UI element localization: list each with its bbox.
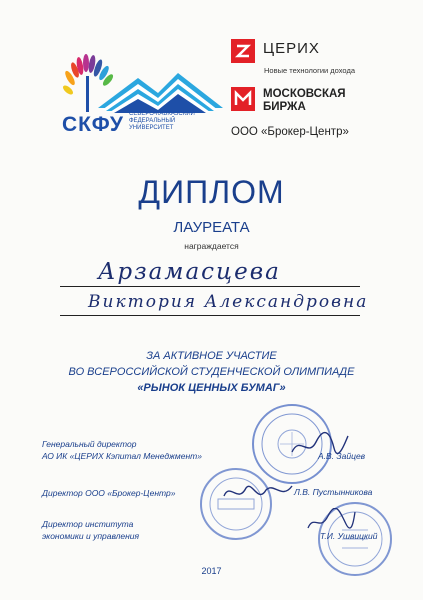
recipient-given-names: Виктория Александровна xyxy=(88,292,369,312)
signatory-3-title-line2: экономики и управления xyxy=(42,531,140,541)
moex-line2: БИРЖА xyxy=(263,101,306,113)
diploma-title: ДИПЛОМ xyxy=(138,174,285,210)
signatory-1-title-line2: АО ИК «ЦЕРИХ Кэпитал Менеджмент» xyxy=(42,451,202,461)
diploma-year: 2017 xyxy=(201,566,222,576)
name-line-2 xyxy=(60,315,360,316)
signatory-1-title-line1: Генеральный директор xyxy=(42,439,137,449)
cerih-tagline: Новые технологии дохода xyxy=(264,66,355,75)
diploma-subtitle: ЛАУРЕАТА xyxy=(173,219,250,236)
signature-2-icon xyxy=(222,478,294,508)
skfu-fullname: СЕВЕРО-КАВКАЗСКИЙ ФЕДЕРАЛЬНЫЙ УНИВЕРСИТЕТ xyxy=(129,111,195,131)
signatory-1-title xyxy=(42,438,202,462)
participation-text xyxy=(0,348,423,396)
moex-logo-icon xyxy=(231,87,255,111)
moex-line1: МОСКОВСКАЯ xyxy=(263,88,346,100)
moex-name xyxy=(263,88,346,114)
cerih-logo-icon xyxy=(231,39,255,63)
logo-mountains xyxy=(98,73,223,113)
recipient-surname: Арзамасцева xyxy=(98,259,281,285)
name-line-1 xyxy=(60,286,360,287)
signatory-2-name: Л.В. Пустынникова xyxy=(294,487,373,497)
signatory-3-name: Т.И. Ушвицкий xyxy=(320,531,378,541)
participation-line2: ВО ВСЕРОССИЙСКОЙ СТУДЕНЧЕСКОЙ ОЛИМПИАДЕ xyxy=(68,366,355,378)
participation-line1: ЗА АКТИВНОЕ УЧАСТИЕ xyxy=(146,350,277,362)
signatory-3-title xyxy=(42,518,139,542)
participation-line3: «РЫНОК ЦЕННЫХ БУМАГ» xyxy=(137,382,286,394)
broker-name: ООО «Брокер-Центр» xyxy=(231,126,349,138)
signatory-1-name: А.В. Зайцев xyxy=(318,451,366,461)
cerih-name: ЦЕРИХ xyxy=(263,40,320,57)
skfu-abbr: СКФУ xyxy=(62,113,124,136)
signatory-3-title-line1: Директор института xyxy=(42,519,134,529)
awarded-label: награждается xyxy=(184,241,239,251)
signatory-2-title: Директор ООО «Брокер-Центр» xyxy=(42,488,176,498)
